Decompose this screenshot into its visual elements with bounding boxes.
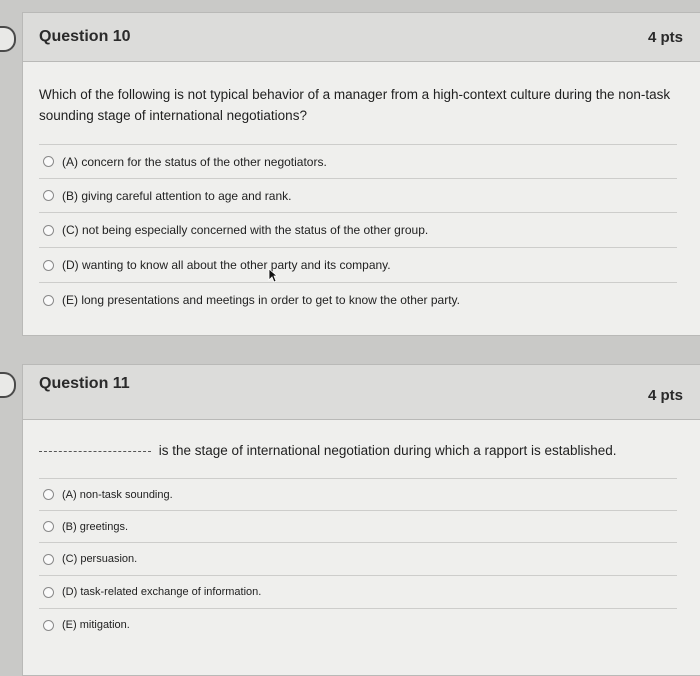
- radio-button[interactable]: [43, 489, 54, 500]
- answer-option[interactable]: [39, 575, 677, 608]
- question-flag-icon[interactable]: [0, 26, 16, 52]
- radio-button[interactable]: [43, 587, 54, 598]
- radio-button[interactable]: [43, 295, 54, 306]
- answer-label: (C) persuasion.: [62, 553, 138, 565]
- question-flag-icon[interactable]: [0, 372, 16, 398]
- question-prompt: Which of the following is not typical behavior of a manager from a high-context culture during the non-task sounding stage of international negotiations?: [39, 87, 671, 123]
- question-header: [23, 13, 700, 62]
- answer-label: (D) task-related exchange of information.: [62, 586, 262, 598]
- answer-option[interactable]: [39, 247, 677, 282]
- fill-in-blank: [39, 451, 151, 452]
- answer-option[interactable]: [39, 178, 677, 212]
- answer-label: (B) greetings.: [62, 520, 129, 533]
- answer-label: (A) concern for the status of the other negotiators.: [62, 154, 327, 169]
- mouse-cursor-icon: [268, 268, 278, 284]
- answer-option[interactable]: [39, 144, 677, 178]
- question-card-11: [22, 364, 700, 676]
- radio-button[interactable]: [43, 190, 54, 201]
- answer-option[interactable]: [39, 282, 677, 317]
- question-card-10: [22, 12, 700, 336]
- answer-label: (D) wanting to know all about the other party and its company.: [62, 258, 391, 272]
- question-header: [23, 365, 700, 420]
- question-points: 4 pts: [647, 28, 683, 46]
- answer-option[interactable]: [39, 510, 677, 542]
- radio-button[interactable]: [43, 521, 54, 532]
- answer-option[interactable]: [39, 478, 677, 510]
- answer-label: (B) giving careful attention to age and rank.: [62, 188, 292, 203]
- question-prompt: [23, 440, 700, 470]
- question-title: Question 10: [39, 28, 131, 45]
- question-prompt-text: is the stage of international negotiation during which a rapport is established.: [158, 443, 617, 458]
- answer-list: [39, 144, 677, 317]
- answer-label: (A) non-task sounding.: [62, 488, 173, 501]
- answer-label: (E) long presentations and meetings in order to get to know the other party.: [62, 293, 461, 307]
- answer-list: [39, 478, 677, 641]
- answer-option[interactable]: [39, 542, 677, 575]
- radio-button[interactable]: [43, 620, 54, 631]
- radio-button[interactable]: [43, 554, 54, 565]
- radio-button[interactable]: [43, 225, 54, 236]
- answer-option[interactable]: [39, 212, 677, 247]
- question-title: Question 11: [39, 375, 130, 392]
- answer-label: (C) not being especially concerned with the status of the other group.: [62, 223, 429, 237]
- radio-button[interactable]: [43, 156, 54, 167]
- question-points: 4 pts: [647, 387, 683, 404]
- answer-option[interactable]: [39, 608, 677, 641]
- radio-button[interactable]: [43, 260, 54, 271]
- answer-label: (E) mitigation.: [62, 619, 130, 631]
